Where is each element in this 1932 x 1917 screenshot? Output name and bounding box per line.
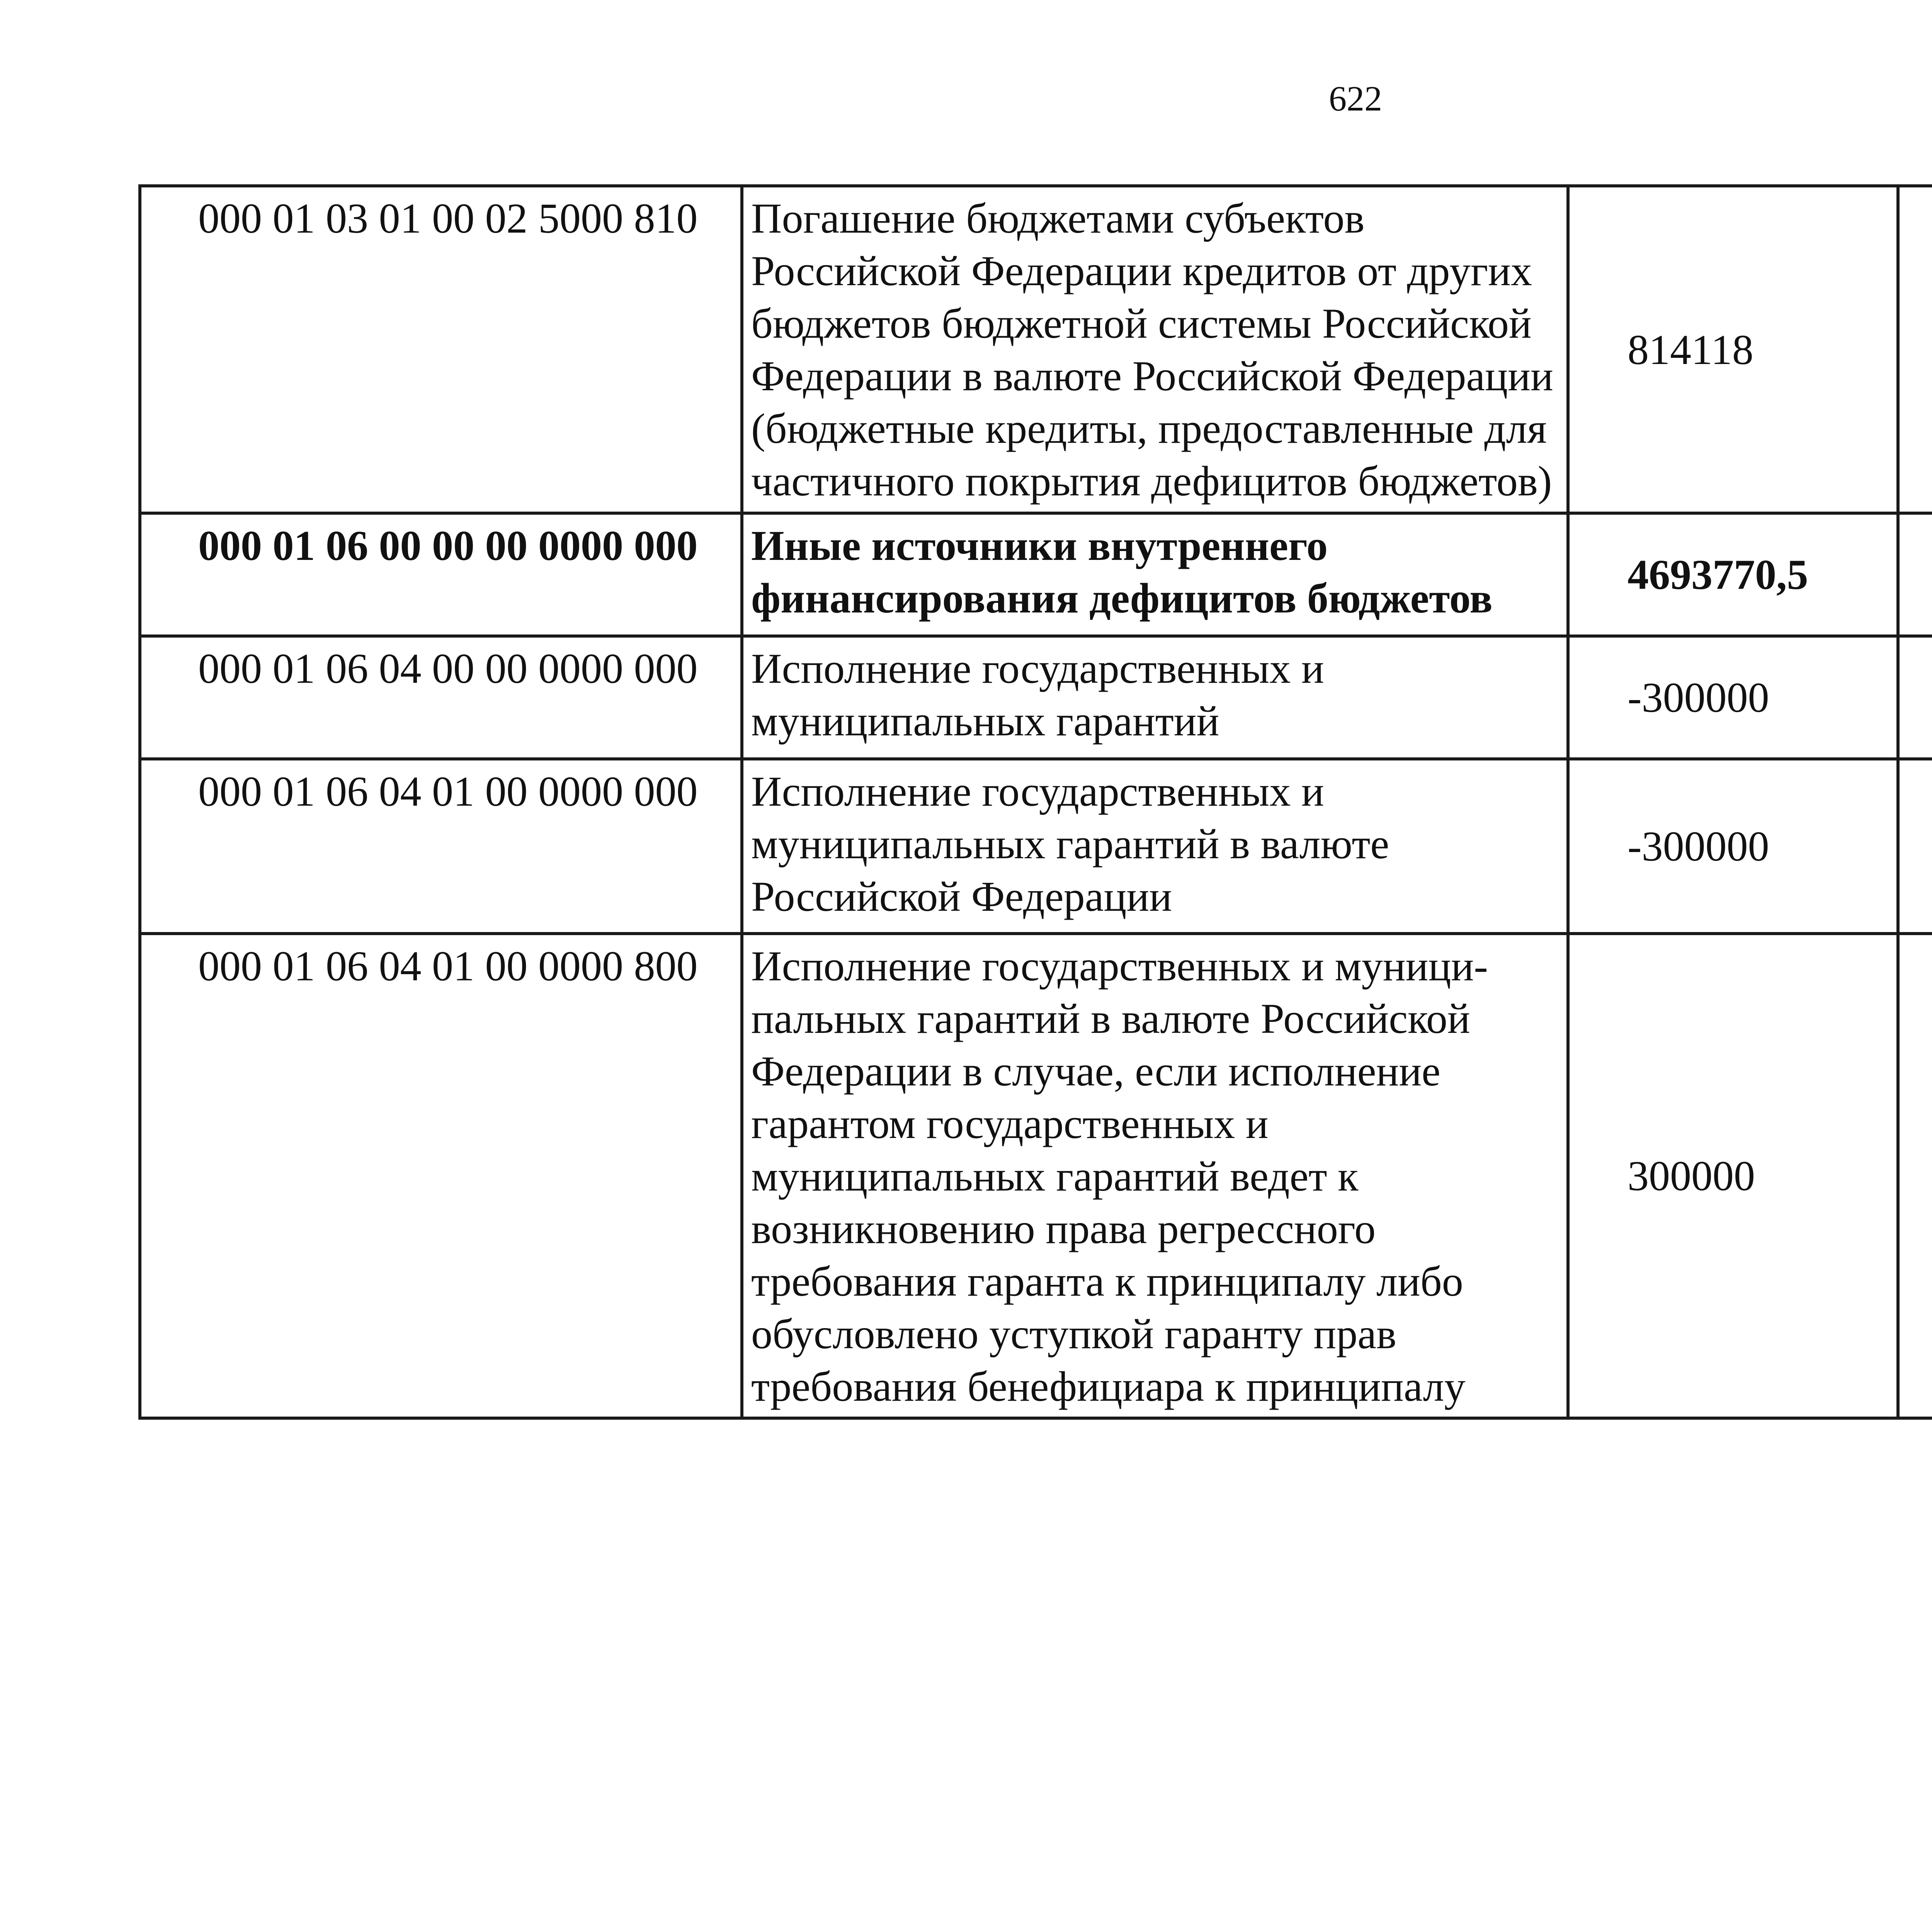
item-name-cell: Исполнение государственных и муниципальных гарантий в валюте Российской Федерации <box>742 759 1568 934</box>
table-row <box>140 636 1932 759</box>
amount-year1-cell: 814118 <box>1568 186 1898 513</box>
budget-code-cell: 000 01 06 04 01 00 0000 800 <box>140 934 742 1418</box>
amount-year2-cell <box>1898 636 1932 759</box>
page-number: 622 <box>1329 79 1382 118</box>
budget-code-cell: 000 01 06 00 00 00 0000 000 <box>140 513 742 636</box>
amount-year1-cell: 4693770,5 <box>1568 513 1898 636</box>
table-row-total <box>140 513 1932 636</box>
amount-year2-cell <box>1898 934 1932 1418</box>
budget-code-cell: 000 01 06 04 01 00 0000 000 <box>140 759 742 934</box>
item-name-cell: Иные источники внутреннего финансирования дефицитов бюджетов <box>742 513 1568 636</box>
amount-year1-cell: -300000 <box>1568 759 1898 934</box>
item-name-cell: Исполнение государственных и муници- пальных гарантий в валюте Российской Федерации в случае, если исполнение гарантом государственных и муниципальных гарантий ведет к возникновению права регрессного требования гаранта к принципалу либо обусловлено уступкой гаранту прав требования бенефициара к принципалу <box>742 934 1568 1418</box>
amount-year1-cell: 300000 <box>1568 934 1898 1418</box>
amount-year2-cell <box>1898 186 1932 513</box>
table-row <box>140 759 1932 934</box>
amount-year2-cell <box>1898 759 1932 934</box>
table-row <box>140 186 1932 513</box>
amount-year1-cell: -300000 <box>1568 636 1898 759</box>
table-row <box>140 934 1932 1418</box>
item-name-cell: Погашение бюджетами субъектов Российской Федерации кредитов от других бюджетов бюджетной системы Российской Федерации в валюте Российской Федерации (бюджетные кредиты, предоставленные для частичного покрытия дефицитов бюджетов) <box>742 186 1568 513</box>
budget-code-cell: 000 01 06 04 00 00 0000 000 <box>140 636 742 759</box>
amount-year2-cell <box>1898 513 1932 636</box>
item-name-cell: Исполнение государственных и муниципальных гарантий <box>742 636 1568 759</box>
budget-code-cell: 000 01 03 01 00 02 5000 810 <box>140 186 742 513</box>
budget-sources-table <box>138 184 1932 1420</box>
